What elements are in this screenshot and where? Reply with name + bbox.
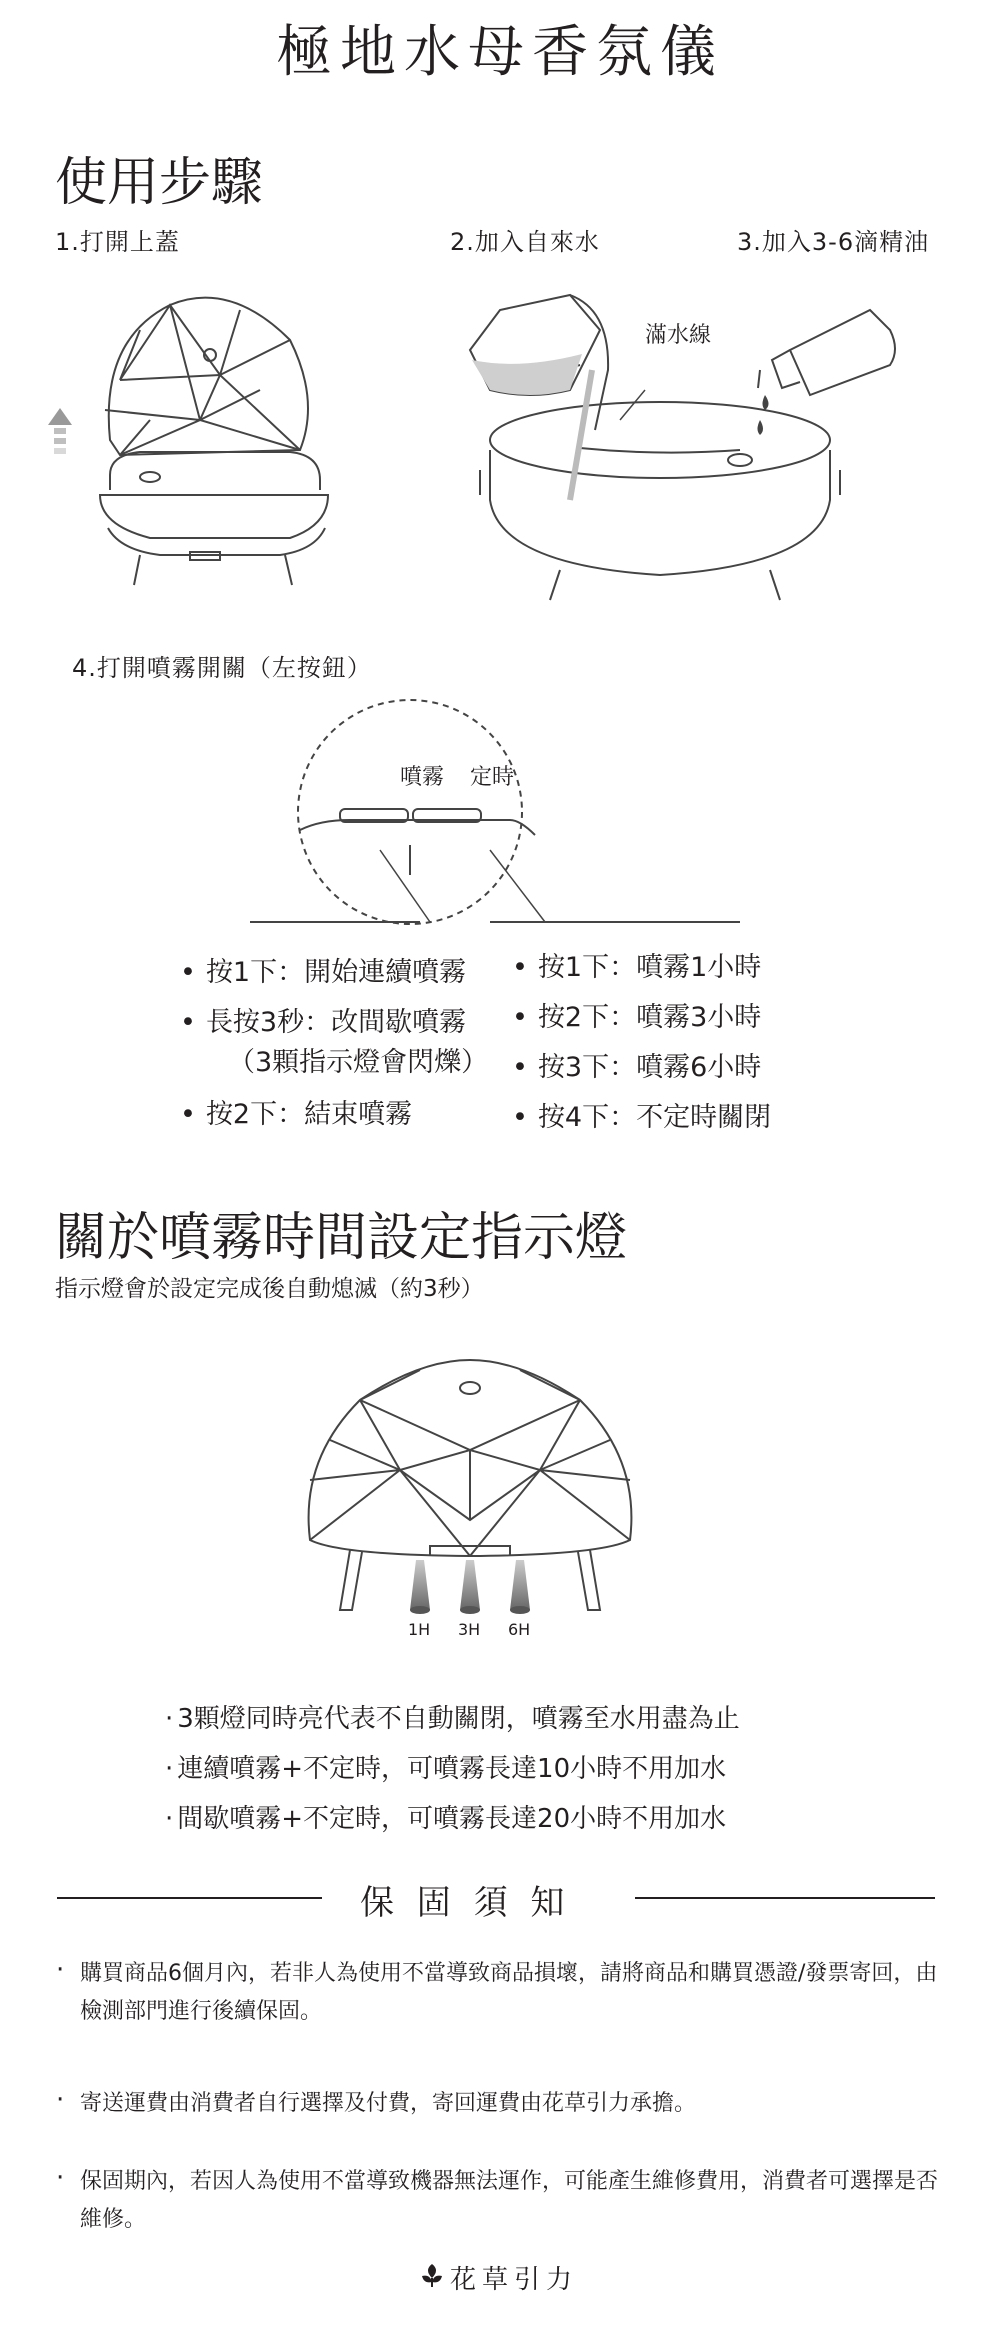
mist-action-2-note: （3顆指示燈會閃爍）	[228, 1047, 489, 1078]
leaf-logo-icon	[418, 2260, 446, 2288]
timer-action-1: • 按1下：噴霧1小時	[512, 945, 761, 984]
button-closeup-illustration	[190, 700, 790, 930]
light-label-3h: 3H	[458, 1620, 481, 1639]
indicator-note-1: · 3顆燈同時亮代表不自動關閉，噴霧至水用盡為止	[165, 1698, 740, 1735]
warranty-heading: 保 固 須 知	[360, 1883, 571, 1923]
brand-name: 花草引力	[450, 2265, 579, 2295]
light-label-6h: 6H	[508, 1620, 531, 1639]
light-label-1h: 1H	[408, 1620, 431, 1639]
timer-button-label: 定時	[470, 765, 515, 790]
warranty-item-3: · 保固期內，若因人為使用不當導致機器無法運作，可能產生維修費用，消費者可選擇是否維修。	[80, 2163, 940, 2239]
indicator-heading: 關於噴霧時間設定指示燈	[55, 1208, 628, 1268]
steps-heading: 使用步驟	[55, 153, 264, 213]
water-line-label: 滿水線	[645, 323, 712, 348]
step-1-label: 1.打開上蓋	[55, 228, 180, 256]
open-lid-illustration	[60, 280, 320, 600]
indicator-lights-illustration	[300, 1360, 640, 1640]
timer-action-3: • 按3下：噴霧6小時	[512, 1045, 761, 1084]
indicator-subtitle: 指示燈會於設定完成後自動熄滅（約3秒）	[55, 1276, 484, 1302]
warranty-item-1: · 購買商品6個月內，若非人為使用不當導致商品損壞，請將商品和購買憑證/發票寄回，由檢測部門進行後續保固。	[80, 1955, 940, 2031]
mist-action-2: • 長按3秒：改間歇噴霧	[180, 1000, 466, 1039]
warranty-item-2: · 寄送運費由消費者自行選擇及付費，寄回運費由花草引力承擔。	[80, 2085, 940, 2123]
timer-action-2: • 按2下：噴霧3小時	[512, 995, 761, 1034]
warranty-rule-left	[57, 1897, 322, 1899]
indicator-note-2: · 連續噴霧+不定時，可噴霧長達10小時不用加水	[165, 1748, 726, 1785]
step-3-label: 3.加入3-6滴精油	[737, 228, 930, 256]
product-title: 極地水母香氛儀	[276, 20, 724, 85]
mist-action-1: • 按1下：開始連續噴霧	[180, 950, 466, 989]
step-2-label: 2.加入自來水	[450, 228, 600, 256]
timer-action-4: • 按4下：不定時關閉	[512, 1095, 771, 1134]
mist-action-3: • 按2下：結束噴霧	[180, 1092, 412, 1131]
step-4-label: 4.打開噴霧開關（左按鈕）	[72, 654, 372, 682]
mist-button-label: 噴霧	[400, 765, 445, 790]
warranty-rule-right	[635, 1897, 935, 1899]
indicator-note-3: · 間歇噴霧+不定時，可噴霧長達20小時不用加水	[165, 1798, 726, 1835]
